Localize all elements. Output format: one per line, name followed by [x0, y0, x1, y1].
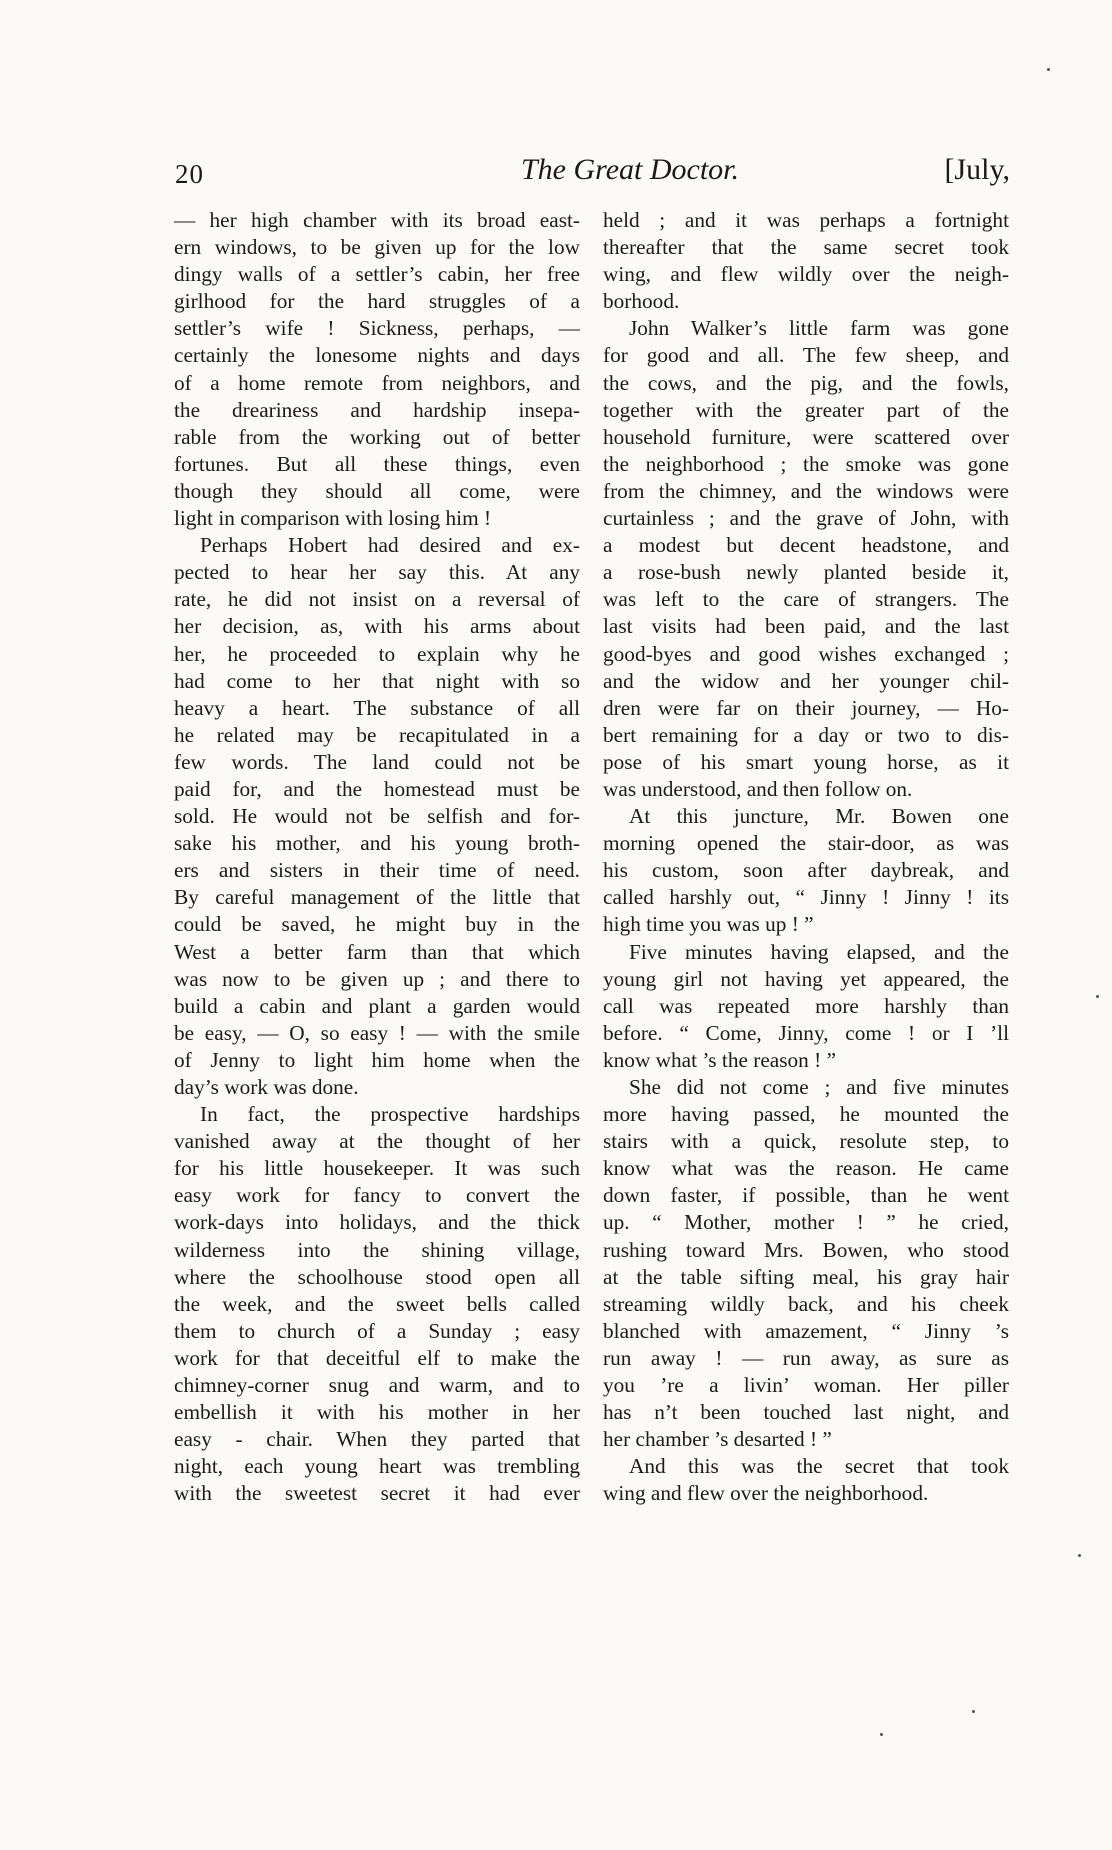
- text-line: where the schoolhouse stood open all: [174, 1264, 580, 1289]
- text-line: her decision, as, with his arms about: [174, 614, 580, 639]
- text-line: the cows, and the pig, and the fowls,: [603, 370, 1009, 395]
- text-line: easy work for fancy to convert the: [174, 1183, 580, 1208]
- text-line: held ; and it was perhaps a fortnight: [603, 208, 1009, 232]
- text-line: up. “ Mother, mother ! ” he cried,: [603, 1210, 1009, 1235]
- text-line: chimney-corner snug and warm, and to: [174, 1373, 580, 1398]
- text-line: could be saved, he might buy in the: [174, 912, 580, 937]
- text-line: certainly the lonesome nights and days: [174, 343, 580, 368]
- text-line: borhood.: [603, 289, 680, 314]
- text-line: John Walker’s little farm was gone: [629, 316, 1009, 341]
- right-column: [603, 207, 1009, 1508]
- paper-speck: [1096, 995, 1099, 998]
- text-line: has n’t been touched last night, and: [603, 1400, 1009, 1425]
- text-line: called harshly out, “ Jinny ! Jinny ! its: [603, 885, 1009, 910]
- text-line: paid for, and the homestead must be: [174, 776, 580, 801]
- text-line: West a better farm than that which: [174, 939, 580, 964]
- text-line: She did not come ; and five minutes: [629, 1075, 1009, 1099]
- text-line: day’s work was done.: [174, 1075, 359, 1099]
- text-line: wing and flew over the neighborhood.: [603, 1481, 929, 1506]
- text-line: had come to her that night with so: [174, 668, 580, 693]
- text-line: build a cabin and plant a garden would: [174, 993, 580, 1018]
- text-line: heavy a heart. The substance of all: [174, 695, 580, 720]
- text-line: for good and all. The few sheep, and: [603, 343, 1009, 368]
- text-line: of Jenny to light him home when the: [174, 1047, 580, 1072]
- text-line: light in comparison with losing him !: [174, 506, 492, 531]
- text-line: settler’s wife ! Sickness, perhaps, —: [174, 316, 580, 341]
- paper-speck: [1047, 68, 1050, 71]
- text-line: sake his mother, and his young broth-: [174, 831, 580, 856]
- text-line: high time you was up ! ”: [603, 912, 814, 937]
- text-line: night, each young heart was trembling: [174, 1454, 580, 1479]
- text-line: for his little housekeeper. It was such: [174, 1156, 580, 1181]
- text-line: her, he proceeded to explain why he: [174, 641, 580, 666]
- text-line: stairs with a quick, resolute step, to: [603, 1129, 1009, 1154]
- text-line: the dreariness and hardship insepa-: [174, 397, 580, 422]
- paper-speck: [1078, 1554, 1081, 1557]
- text-line: though they should all come, were: [174, 478, 580, 503]
- running-date: [July,: [944, 153, 1010, 186]
- text-line: pected to hear her say this. At any: [174, 560, 580, 585]
- text-line: them to church of a Sunday ; easy: [174, 1318, 580, 1343]
- text-line: girlhood for the hard struggles of a: [174, 289, 580, 314]
- text-line: and the widow and her younger chil-: [603, 668, 1009, 693]
- text-line: wilderness into the shining village,: [174, 1237, 580, 1262]
- paper-speck: [972, 1710, 975, 1713]
- text-line: his custom, soon after daybreak, and: [603, 858, 1009, 883]
- text-line: a rose-bush newly planted beside it,: [603, 560, 1009, 585]
- text-line: more having passed, he mounted the: [603, 1102, 1009, 1127]
- text-line: know what ’s the reason ! ”: [603, 1047, 837, 1072]
- text-line: you ’re a livin’ woman. Her piller: [603, 1373, 1009, 1398]
- text-line: household furniture, were scattered over: [603, 424, 1009, 449]
- text-line: vanished away at the thought of her: [174, 1129, 580, 1154]
- text-line: — her high chamber with its broad east-: [174, 208, 580, 232]
- text-line: rushing toward Mrs. Bowen, who stood: [603, 1237, 1009, 1262]
- text-line: At this juncture, Mr. Bowen one: [629, 804, 1009, 829]
- text-line: with the sweetest secret it had ever: [174, 1481, 580, 1506]
- text-line: work for that deceitful elf to make the: [174, 1345, 580, 1370]
- text-line: the week, and the sweet bells called: [174, 1291, 580, 1316]
- text-line: sold. He would not be selfish and for-: [174, 804, 580, 829]
- text-line: he related may be recapitulated in a: [174, 722, 580, 747]
- text-line: pose of his smart young horse, as it: [603, 749, 1009, 774]
- text-line: dren were far on their journey, — Ho-: [603, 695, 1009, 720]
- text-line: Five minutes having elapsed, and the: [629, 939, 1009, 964]
- text-line: And this was the secret that took: [629, 1454, 1009, 1479]
- text-line: work-days into holidays, and the thick: [174, 1210, 580, 1235]
- text-line: of a home remote from neighbors, and: [174, 370, 580, 395]
- text-line: a modest but decent headstone, and: [603, 533, 1009, 558]
- text-line: run away ! — run away, as sure as: [603, 1345, 1009, 1370]
- text-line: rate, he did not insist on a reversal of: [174, 587, 580, 612]
- text-line: ern windows, to be given up for the low: [174, 235, 580, 260]
- text-line: curtainless ; and the grave of John, with: [603, 506, 1009, 531]
- text-line: streaming wildly back, and his cheek: [603, 1291, 1009, 1316]
- text-line: dingy walls of a settler’s cabin, her free: [174, 262, 580, 287]
- text-line: fortunes. But all these things, even: [174, 451, 580, 476]
- text-line: Perhaps Hobert had desired and ex-: [200, 533, 580, 558]
- text-line: was now to be given up ; and there to: [174, 966, 580, 991]
- text-line: wing, and flew wildly over the neigh-: [603, 262, 1009, 287]
- text-line: good-byes and good wishes exchanged ;: [603, 641, 1009, 666]
- page-number: 20: [175, 159, 204, 189]
- text-line: In fact, the prospective hardships: [200, 1102, 580, 1127]
- text-line: was left to the care of strangers. The: [603, 587, 1009, 612]
- text-line: embellish it with his mother in her: [174, 1400, 580, 1425]
- text-line: morning opened the stair-door, as was: [603, 831, 1009, 856]
- text-line: ers and sisters in their time of need.: [174, 858, 580, 883]
- text-line: bert remaining for a day or two to dis-: [603, 722, 1009, 747]
- text-line: easy - chair. When they parted that: [174, 1427, 580, 1452]
- text-line: By careful management of the little that: [174, 885, 580, 910]
- text-line: few words. The land could not be: [174, 749, 580, 774]
- text-line: down faster, if possible, than he went: [603, 1183, 1009, 1208]
- text-line: call was repeated more harshly than: [603, 993, 1009, 1018]
- page-header: [175, 153, 1010, 193]
- text-line: blanched with amazement, “ Jinny ’s: [603, 1318, 1009, 1343]
- text-line: was understood, and then follow on.: [603, 776, 913, 801]
- text-line: be easy, — O, so easy ! — with the smile: [174, 1020, 580, 1045]
- text-line: rable from the working out of better: [174, 424, 580, 449]
- text-line: young girl not having yet appeared, the: [603, 966, 1009, 991]
- text-line: the neighborhood ; the smoke was gone: [603, 451, 1009, 476]
- paper-speck: [880, 1733, 883, 1736]
- text-line: from the chimney, and the windows were: [603, 478, 1009, 503]
- text-line: thereafter that the same secret took: [603, 235, 1009, 260]
- text-line: know what was the reason. He came: [603, 1156, 1009, 1181]
- text-line: together with the greater part of the: [603, 397, 1009, 422]
- text-line: at the table sifting meal, his gray hair: [603, 1264, 1009, 1289]
- running-title: The Great Doctor.: [520, 153, 740, 186]
- text-line: before. “ Come, Jinny, come ! or I ’ll: [603, 1020, 1009, 1045]
- left-column: [174, 207, 580, 1508]
- text-line: her chamber ’s desarted ! ”: [603, 1427, 832, 1452]
- text-line: last visits had been paid, and the last: [603, 614, 1009, 639]
